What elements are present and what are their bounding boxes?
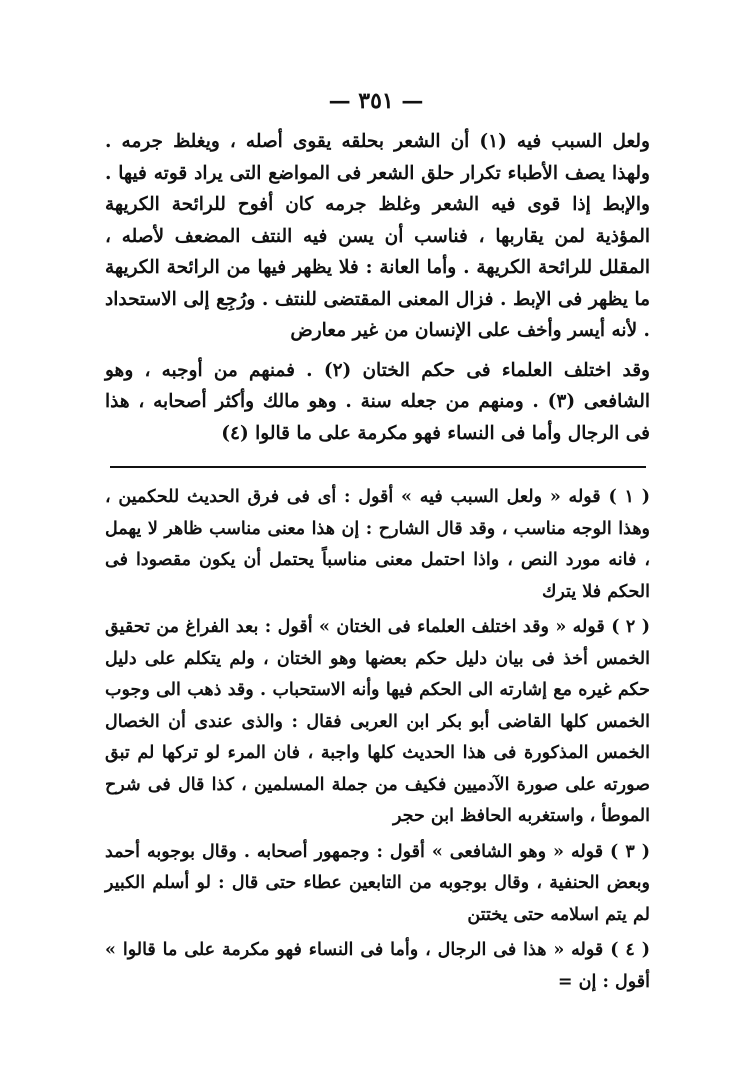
footnote-divider	[110, 466, 646, 468]
footnotes	[105, 482, 650, 998]
footnote-4: ( ٤ ) قوله « هذا فى الرجال ، وأما فى النساء فهو مكرمة على ما قالوا » أقول : إن =	[105, 940, 650, 992]
footnote-3: ( ٣ ) قوله « وهو الشافعى » أقول : وجمهور أصحابه . وقال بوجوبه أحمد وبعض الحنفية ، وقال بوجوبه من التابعين عطاء حتى قال : لو أسلم الكبير لم يتم اسلامه حتى يختتن	[105, 841, 651, 925]
main-text	[105, 126, 650, 449]
body-paragraph-2: وقد اختلف العلماء فى حكم الختان (٢) . فمنهم من أوجبه ، وهو الشافعى (٣) . ومنهم من جعله سنة . وهو مالك وأكثر أصحابه ، هذا فى الرجال وأما فى النساء فهو مكرمة على ما قالوا (٤)	[105, 359, 650, 444]
page-number: — ٣٥١ —	[328, 88, 424, 114]
footnote-2: ( ٢ ) قوله « وقد اختلف العلماء فى الختان » أقول : بعد الفراغ من تحقيق الخمس أخذ فى بيان دليل حكم بعضها وهو الختان ، ولم يتكلم على دليل حكم غيره مع إشارته الى الحكم فيها وأنه الاستحباب . وقد ذهب الى وجوب الخمس كلها القاضى أبو بكر ابن العربى فقال : والذى عندى أن الخصال الخمس المذكورة فى هذا الحديث كلها واجبة ، فان المرء لو تركها لم تبق صورته على صورة الآدميين فكيف من جملة المسلمين ، كذا قال فى شرح الموطأ ، واستغربه الحافظ ابن حجر	[105, 617, 651, 826]
footnote-1: ( ١ ) قوله « ولعل السبب فيه » أقول : أى فى فرق الحديث للحكمين ، وهذا الوجه مناسب ، وقد قال الشارح : إن هذا معنى مناسب ظاهر لا يهمل ، فانه مورد النص ، واذا احتمل معنى مناسباً يحتمل أن يكون مقصودا فى الحكم فلا يترك	[105, 487, 650, 602]
body-paragraph-1: ولعل السبب فيه (١) أن الشعر بحلقه يقوى أصله ، ويغلظ جرمه . ولهذا يصف الأطباء تكرار حلق الشعر فى المواضع التى يراد قوته فيها . والإبط إذا قوى فيه الشعر وغلظ جرمه كان أفوح للرائحة الكريهة المؤذية لمن يقاربها ، فناسب أن يسن فيه النتف المضعف لأصله ، المقلل للرائحة الكريهة . وأما العانة : فلا يظهر فيها من الرائحة الكريهة ما يظهر فى الإبط . فزال المعنى المقتضى للنتف . ورُجِع إلى الاستحداد . لأنه أيسر وأخف على الإنسان من غير معارض	[105, 131, 650, 341]
